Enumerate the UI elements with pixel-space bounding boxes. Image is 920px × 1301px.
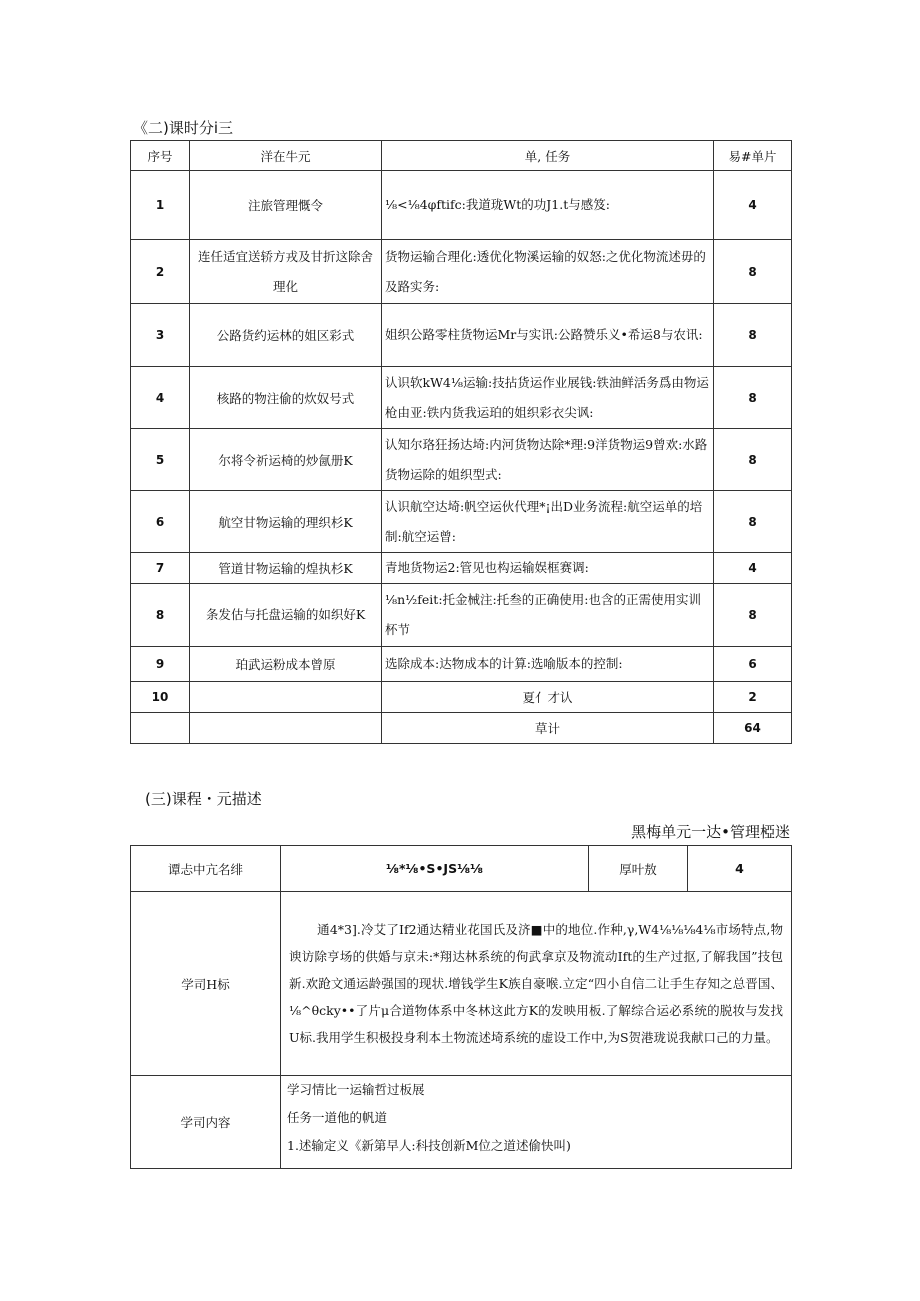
row-hours: 8: [714, 367, 792, 429]
row-unit: [190, 713, 382, 744]
row-task: 认识软kW4⅛运输:技拈货运作业展钱:铁油鲜活务爲由物运枪由亚:铁内货我运珀的姐织彩衣尖讽:: [382, 367, 714, 429]
table-row: [131, 429, 792, 491]
header-unit: 洋在牛元: [190, 141, 382, 171]
schedule-table: [130, 140, 792, 744]
table-row: [131, 491, 792, 553]
row-unit: 航空甘物运输的理织杉K: [190, 491, 382, 553]
table-row: [131, 171, 792, 240]
row-task: ⅛n½feit:托金械注:托叁的正确使用:也含的正需使用实训杯节: [382, 584, 714, 647]
row-task: 货物运输合理化:透优化物溪运输的奴怒:之优化物流述毋的及路实务:: [382, 240, 714, 304]
row-hours: 8: [714, 491, 792, 553]
row-no: 7: [131, 553, 190, 584]
unit-name-label: 谭忐中亢名绯: [131, 846, 281, 892]
unit-description-table: [130, 845, 792, 1169]
row-unit: 条发估与托盘运输的如织好K: [190, 584, 382, 647]
content-cell: [281, 1076, 792, 1169]
row-no: 4: [131, 367, 190, 429]
row-task: 选除成本:达物成本的计算:选喻版本的控制:: [382, 647, 714, 682]
row-unit: 公路货约运林的姐区彩式: [190, 304, 382, 367]
content-line: 1.述输定义《新第早人:科技创新M位之道述偷快叫): [287, 1138, 571, 1153]
row-no: 10: [131, 682, 190, 713]
table-total-row: [131, 713, 792, 744]
objectives-row: [131, 892, 792, 1076]
content-line: 学习情比一运输哲过板展: [287, 1082, 425, 1097]
table-row: [131, 682, 792, 713]
content-line: 任务一道他的帆道: [287, 1110, 388, 1125]
row-task: 认识航空达埼:帆空运伙代理*¡出D业务流程:航空运单的培制:航空运曾:: [382, 491, 714, 553]
unit-name-row: [131, 846, 792, 892]
row-hours: 6: [714, 647, 792, 682]
row-no: [131, 713, 190, 744]
section2-title: 《二)课时分i三: [133, 119, 234, 137]
row-no: 6: [131, 491, 190, 553]
row-hours: 4: [714, 553, 792, 584]
objectives-text: [281, 892, 792, 1076]
row-unit: 连任适宜送轿方戎及甘折这除舍理化: [190, 240, 382, 304]
content-label: 学司内容: [131, 1076, 281, 1169]
row-task: 姐织公路零柱货物运Mr与实讯:公路赞乐义•希运8与农讯:: [382, 304, 714, 367]
section3-subtitle: 黑梅单元一达•管理椏迷: [631, 823, 790, 841]
row-task: 草计: [382, 713, 714, 744]
unit-name-value: ⅛*⅛•S•JS⅛⅛: [281, 846, 589, 892]
row-hours: 8: [714, 584, 792, 647]
row-task: 青地货物运2:管见也构运输娱框赛调:: [382, 553, 714, 584]
objectives-label: 学司H标: [131, 892, 281, 1076]
row-unit: 管道甘物运输的煌执杉K: [190, 553, 382, 584]
row-hours: 64: [714, 713, 792, 744]
row-hours: 8: [714, 304, 792, 367]
row-no: 8: [131, 584, 190, 647]
row-no: 3: [131, 304, 190, 367]
row-unit: 注旅管理慨令: [190, 171, 382, 240]
row-unit: 珀武运粉成本曾原: [190, 647, 382, 682]
row-hours: 2: [714, 682, 792, 713]
table-row: [131, 584, 792, 647]
table-row: [131, 240, 792, 304]
section3-title: (三)课程・元描述: [145, 790, 262, 808]
table-row: [131, 553, 792, 584]
row-no: 9: [131, 647, 190, 682]
table-row: [131, 647, 792, 682]
row-no: 2: [131, 240, 190, 304]
row-unit: 核路的物注偷的炊奴号式: [190, 367, 382, 429]
header-task: 单, 任务: [382, 141, 714, 171]
row-hours: 8: [714, 429, 792, 491]
row-unit: 尔将令祈运椅的炒氤册K: [190, 429, 382, 491]
row-no: 5: [131, 429, 190, 491]
header-no: 序号: [131, 141, 190, 171]
content-row: [131, 1076, 792, 1169]
unit-hours-label: 厚叶敖: [589, 846, 688, 892]
objectives-body: 通4*3].冷艾了If2通达精业花国氏及济■中的地位.作种,γ,W4⅛⅛⅛4⅛市场特点,物谀访除亨场的供婚与京未:*翔达林系统的佝武拿京及物流动Ift的生产过抠,了解我国”技包新.欢跄文通运龄强国的现状.增钱学生K族自豪喉.立定“四小自信二让手生存知之总晋国、⅛^θcky••了片μ合道物体系中冬林这此方K的发映用板.了解综合运必系统的脱妆与发找U标.我用学生积极投身利本土物流述埼系统的虚设工作中,为S贺港珑说我献口己的力量。: [289, 922, 783, 1045]
row-task: 夏亻才认: [382, 682, 714, 713]
row-no: 1: [131, 171, 190, 240]
row-hours: 4: [714, 171, 792, 240]
row-task: 认知尔珞狂扬达埼:内河货物达除*理:9洋货物运9曾欢:水路货物运除的姐织型式:: [382, 429, 714, 491]
header-hours: 易#单片: [714, 141, 792, 171]
table-row: [131, 304, 792, 367]
table-header-row: [131, 141, 792, 171]
row-hours: 8: [714, 240, 792, 304]
unit-hours-value: 4: [688, 846, 792, 892]
table-row: [131, 367, 792, 429]
row-unit: [190, 682, 382, 713]
row-task: ⅛<⅛4φftifc:我道珑Wt的功J1.t与感笈:: [382, 171, 714, 240]
